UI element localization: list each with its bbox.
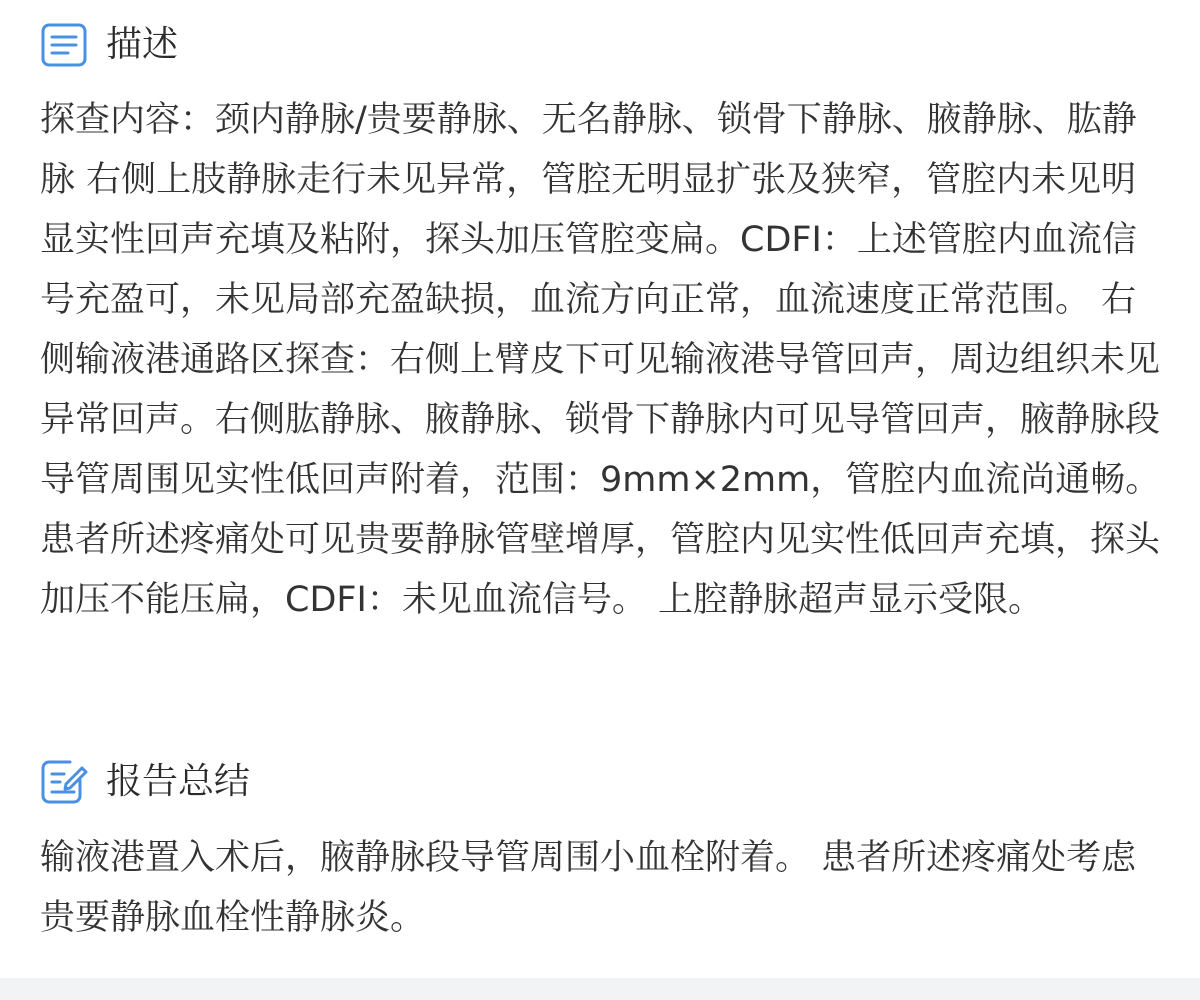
description-header (40, 20, 178, 70)
description-text: 探查内容：颈内静脉/贵要静脉、无名静脉、锁骨下静脉、腋静脉、肱静脉 右侧上肢静脉走行未见异常，管腔无明显扩张及狭窄，管腔内未见明显实性回声充填及粘附，探头加压管腔变扁。CDFI：上述管腔内血流信号充盈可，未见局部充盈缺损，血流方向正常，血流速度正常范围。 右侧输液港通路区探查：右侧上臂皮下可见输液港导管回声，周边组织未见异常回声。右侧肱静脉、腋静脉、锁骨下静脉内可见导管回声，腋静脉段导管周围见实性低回声附着，范围：9mm×2mm，管腔内血流尚通畅。患者所述疼痛处可见贵要静脉管壁增厚，管腔内见实性低回声充填，探头加压不能压扁，CDFI：未见血流信号。 上腔静脉超声显示受限。 (40, 100, 1161, 620)
edit-document-icon (40, 758, 88, 806)
summary-header (40, 757, 250, 807)
description-title: 描述 (106, 24, 179, 65)
document-lines-icon (40, 21, 88, 69)
summary-text: 输液港置入术后，腋静脉段导管周围小血栓附着。 患者所述疼痛处考虑贵要静脉血栓性静脉炎。 (40, 838, 1137, 938)
summary-title: 报告总结 (106, 761, 251, 802)
